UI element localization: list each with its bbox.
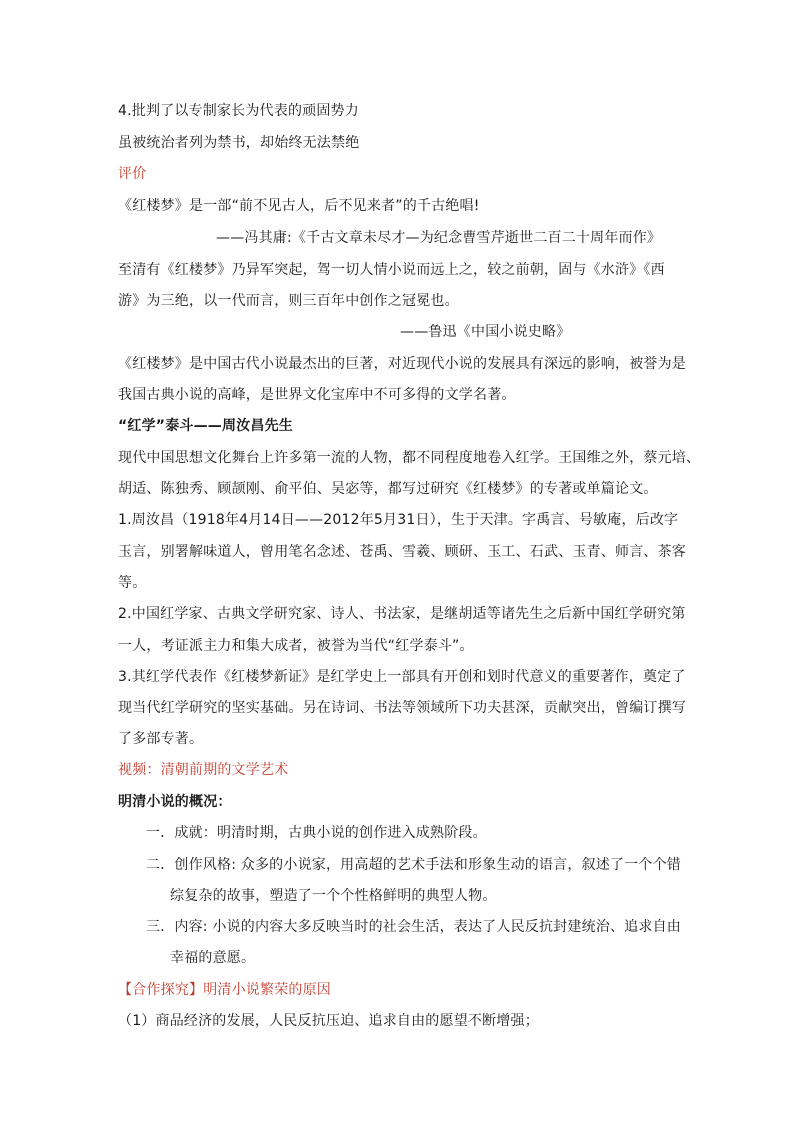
evaluation-heading: 评价 bbox=[118, 166, 147, 182]
bio-3-line3: 了多部专著。 bbox=[118, 731, 204, 747]
reason-1: （1）商品经济的发展，人民反抗压迫、追求自由的愿望不断增强； bbox=[118, 1013, 539, 1029]
overview-item-3-line1: 三．内容: 小说的内容大多反映当时的社会生活，表达了人民反抗封建统治、追求自由 bbox=[146, 919, 681, 935]
bio-1-line2: 玉言，别署解味道人，曾用笔名念述、苍禹、雪羲、顾研、玉工、石武、玉青、师言、茶客 bbox=[118, 544, 686, 560]
quote-2-source: ——鲁迅《中国小说史略》 bbox=[400, 324, 571, 340]
cooperative-inquiry-tag: 【合作探究】 bbox=[118, 982, 204, 998]
quote-1-text: 《红楼梦》是一部“前不见古人，后不见来者”的千古绝唱! bbox=[118, 198, 480, 214]
video-link[interactable]: 视频：清朝前期的文学艺术 bbox=[118, 762, 289, 778]
intro-line1: 现代中国思想文化舞台上许多第一流的人物，都不同程度地卷入红学。王国维之外，蔡元培、 bbox=[118, 450, 701, 466]
cooperative-inquiry-title: 明清小说繁荣的原因 bbox=[203, 982, 332, 998]
overview-item-3-line2: 幸福的意愿。 bbox=[170, 950, 256, 966]
overview-item-2-line1: 二．创作风格: 众多的小说家，用高超的艺术手法和形象生动的语言，叙述了一个个错 bbox=[146, 857, 681, 873]
overview-item-2-line2: 综复杂的故事，塑造了一个个性格鲜明的典型人物。 bbox=[170, 888, 497, 904]
ban-note-line: 虽被统治者列为禁书，却始终无法禁绝 bbox=[118, 135, 360, 151]
intro-line2: 胡适、陈独秀、顾颉刚、俞平伯、吴宓等，都写过研究《红楼梦》的专著或单篇论文。 bbox=[118, 481, 658, 497]
point-4-line: 4.批判了以专制家长为代表的顽固势力 bbox=[118, 103, 359, 119]
overview-heading: 明清小说的概况： bbox=[118, 794, 232, 810]
section-heading-zhou: “红学”泰斗——周汝昌先生 bbox=[118, 418, 294, 434]
overview-item-1: 一．成就：明清时期，古典小说的创作进入成熟阶段。 bbox=[146, 825, 487, 841]
summary-line2: 我国古典小说的高峰，是世界文化宝库中不可多得的文学名著。 bbox=[118, 387, 516, 403]
bio-2-line2: 一人，考证派主力和集大成者，被誉为当代“红学泰斗”。 bbox=[118, 638, 474, 654]
bio-2-line1: 2.中国红学家、古典文学研究家、诗人、书法家，是继胡适等诸先生之后新中国红学研究第 bbox=[118, 606, 686, 622]
quote-2-text-line1: 至清有《红楼梦》乃异军突起，驾一切人情小说而远上之，较之前朝，固与《水浒》《西 bbox=[118, 262, 665, 278]
quote-1-source: ——冯其庸:《千古文章未尽才—为纪念曹雪芹逝世二百二十周年而作》 bbox=[216, 230, 662, 246]
cooperative-inquiry-line bbox=[118, 980, 331, 1000]
bio-3-line2: 现当代红学研究的坚实基础。另在诗词、书法等领域所下功夫甚深，贡献突出，曾编订撰写 bbox=[118, 700, 686, 716]
quote-2-text-line2: 游》为三绝，以一代而言，则三百年中创作之冠冕也。 bbox=[118, 293, 459, 309]
bio-1-line3: 等。 bbox=[118, 575, 147, 591]
bio-1-line1: 1.周汝昌（1918年4月14日——2012年5月31日），生于天津。字禹言、号敏庵，后改字 bbox=[118, 512, 679, 528]
bio-3-line1: 3.其红学代表作《红楼梦新证》是红学史上一部具有开创和划时代意义的重要著作，奠定了 bbox=[118, 669, 686, 685]
summary-line1: 《红楼梦》是中国古代小说最杰出的巨著，对近现代小说的发展具有深远的影响，被誉为是 bbox=[118, 356, 686, 372]
